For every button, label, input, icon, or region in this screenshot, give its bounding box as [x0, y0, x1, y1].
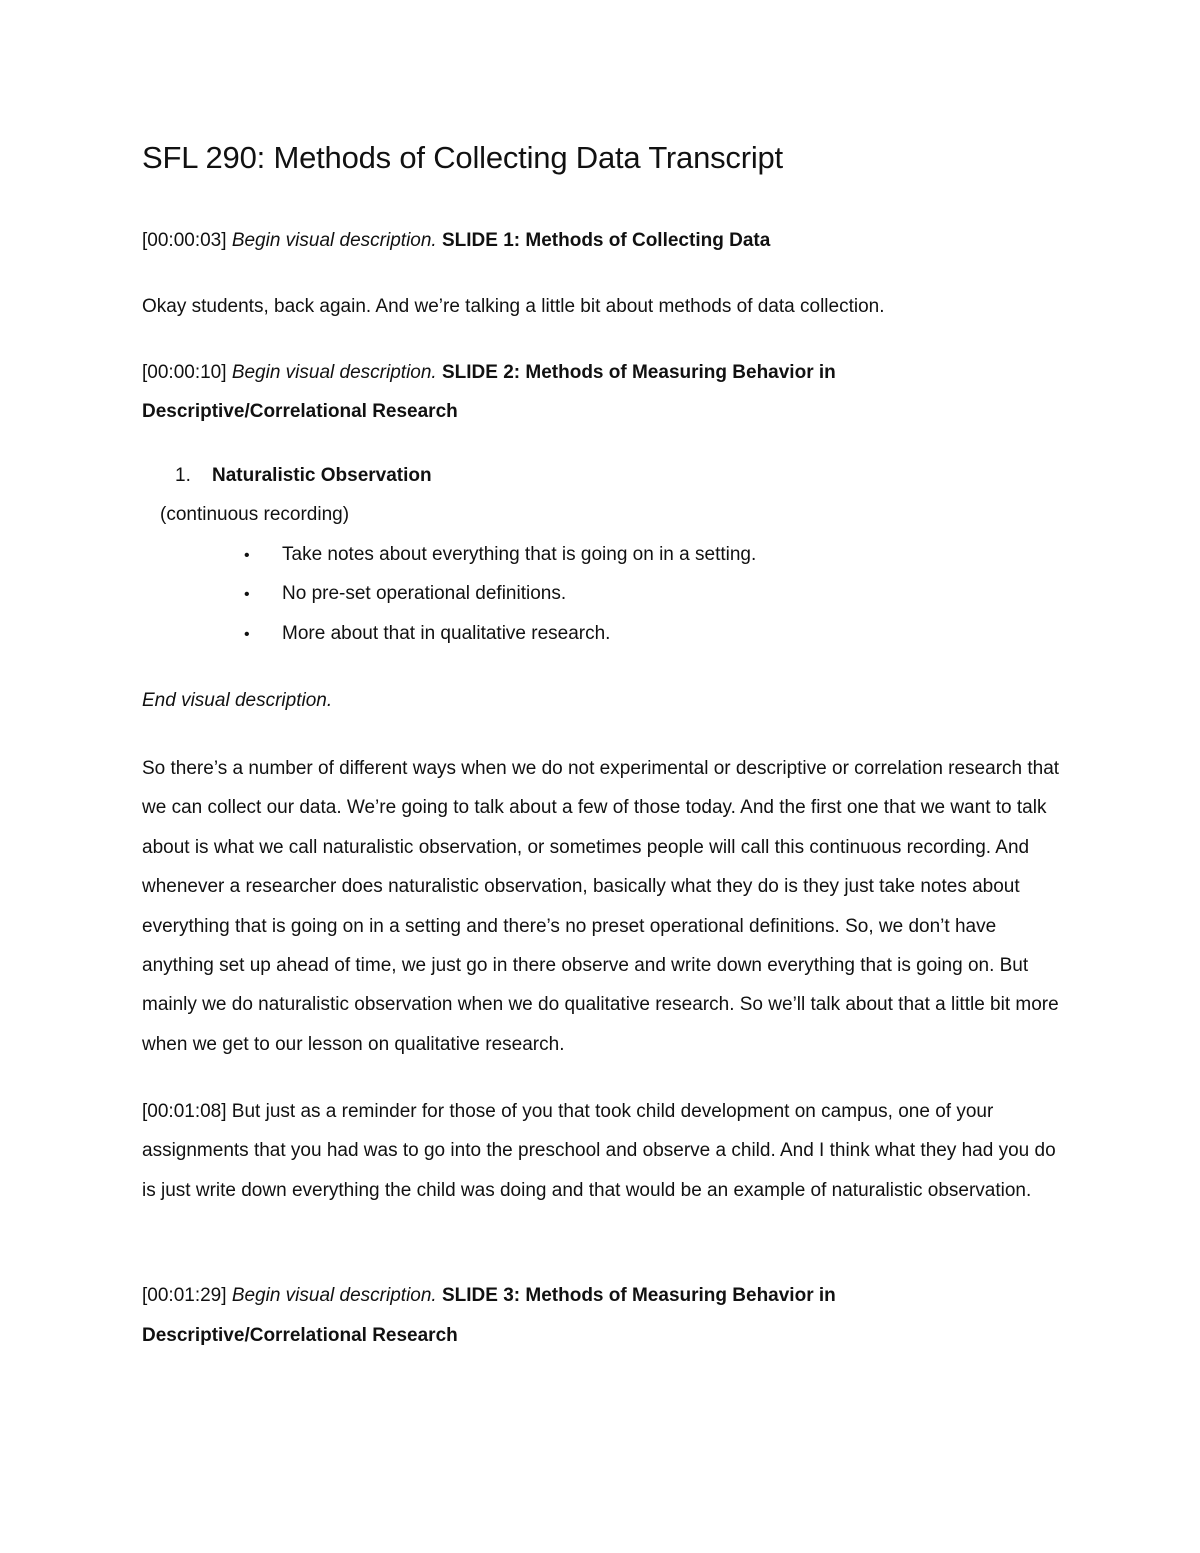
bullet-item	[244, 535, 756, 576]
end-visual-description: End visual description.	[142, 690, 333, 711]
slide2-timestamp: [00:00:10]	[142, 362, 227, 383]
intro-paragraph: Okay students, back again. And we’re talking a little bit about methods of data collection.	[142, 296, 885, 317]
slide3-line	[142, 1276, 1060, 1316]
slide2-heading-line1: SLIDE 2: Methods of Measuring Behavior in	[441, 362, 836, 383]
slide3-begin: Begin visual description.	[231, 1285, 437, 1306]
slide2-begin: Begin visual description.	[231, 362, 437, 383]
slide2-heading-line2: Descriptive/Correlational Research	[142, 401, 458, 422]
body-paragraph-1: So there’s a number of different ways when we do not experimental or descriptive or correlation research that we can collect our data. We’re going to talk about a few of those today. And the first one that we want to talk about is what we call naturalistic observation, or sometimes people will call this continuous recording. And whenever a researcher does naturalistic observation, basically what they do is they just take notes about everything that is going on in a setting and there’s no preset operational definitions. So, we don’t have anything set up ahead of time, we just go in there observe and write down everything that is going on. But mainly we do naturalistic observation when we do qualitative research. So we’ll talk about that a little bit more when we get to our lesson on qualitative research.	[142, 758, 1060, 1055]
bullet-icon: •	[244, 626, 250, 643]
bullet-icon: •	[244, 586, 250, 603]
bullet-text: Take notes about everything that is going on in a setting.	[282, 544, 757, 565]
bullet-item	[244, 614, 610, 655]
paragraph2-timestamp: [00:01:08]	[142, 1101, 227, 1122]
list-number: 1.	[175, 465, 191, 486]
slide3-timestamp: [00:01:29]	[142, 1285, 227, 1306]
sub-label: (continuous recording)	[160, 504, 350, 525]
bullet-icon: •	[244, 547, 250, 564]
document-title: SFL 290: Methods of Collecting Data Transcript	[142, 140, 783, 175]
slide1-heading: SLIDE 1: Methods of Collecting Data	[441, 230, 771, 251]
slide2-line	[142, 353, 1060, 393]
slide1-line	[142, 221, 1060, 261]
paragraph2-text: But just as a reminder for those of you that took child development on campus, one of your assignments that you had was to go into the preschool and observe a child. And I think what they had you do is just write down everything the child was doing and that would be an example of naturalistic observation.	[142, 1101, 1056, 1201]
body-paragraph-2	[142, 1092, 1060, 1210]
slide1-begin: Begin visual description.	[231, 230, 437, 251]
list-label: Naturalistic Observation	[212, 465, 432, 486]
slide3-heading-line2: Descriptive/Correlational Research	[142, 1325, 458, 1346]
bullet-text: More about that in qualitative research.	[282, 623, 611, 644]
bullet-text: No pre-set operational definitions.	[282, 583, 567, 604]
slide3-heading-line1: SLIDE 3: Methods of Measuring Behavior in	[441, 1285, 836, 1306]
slide1-timestamp: [00:00:03]	[142, 230, 227, 251]
bullet-item	[244, 574, 566, 615]
